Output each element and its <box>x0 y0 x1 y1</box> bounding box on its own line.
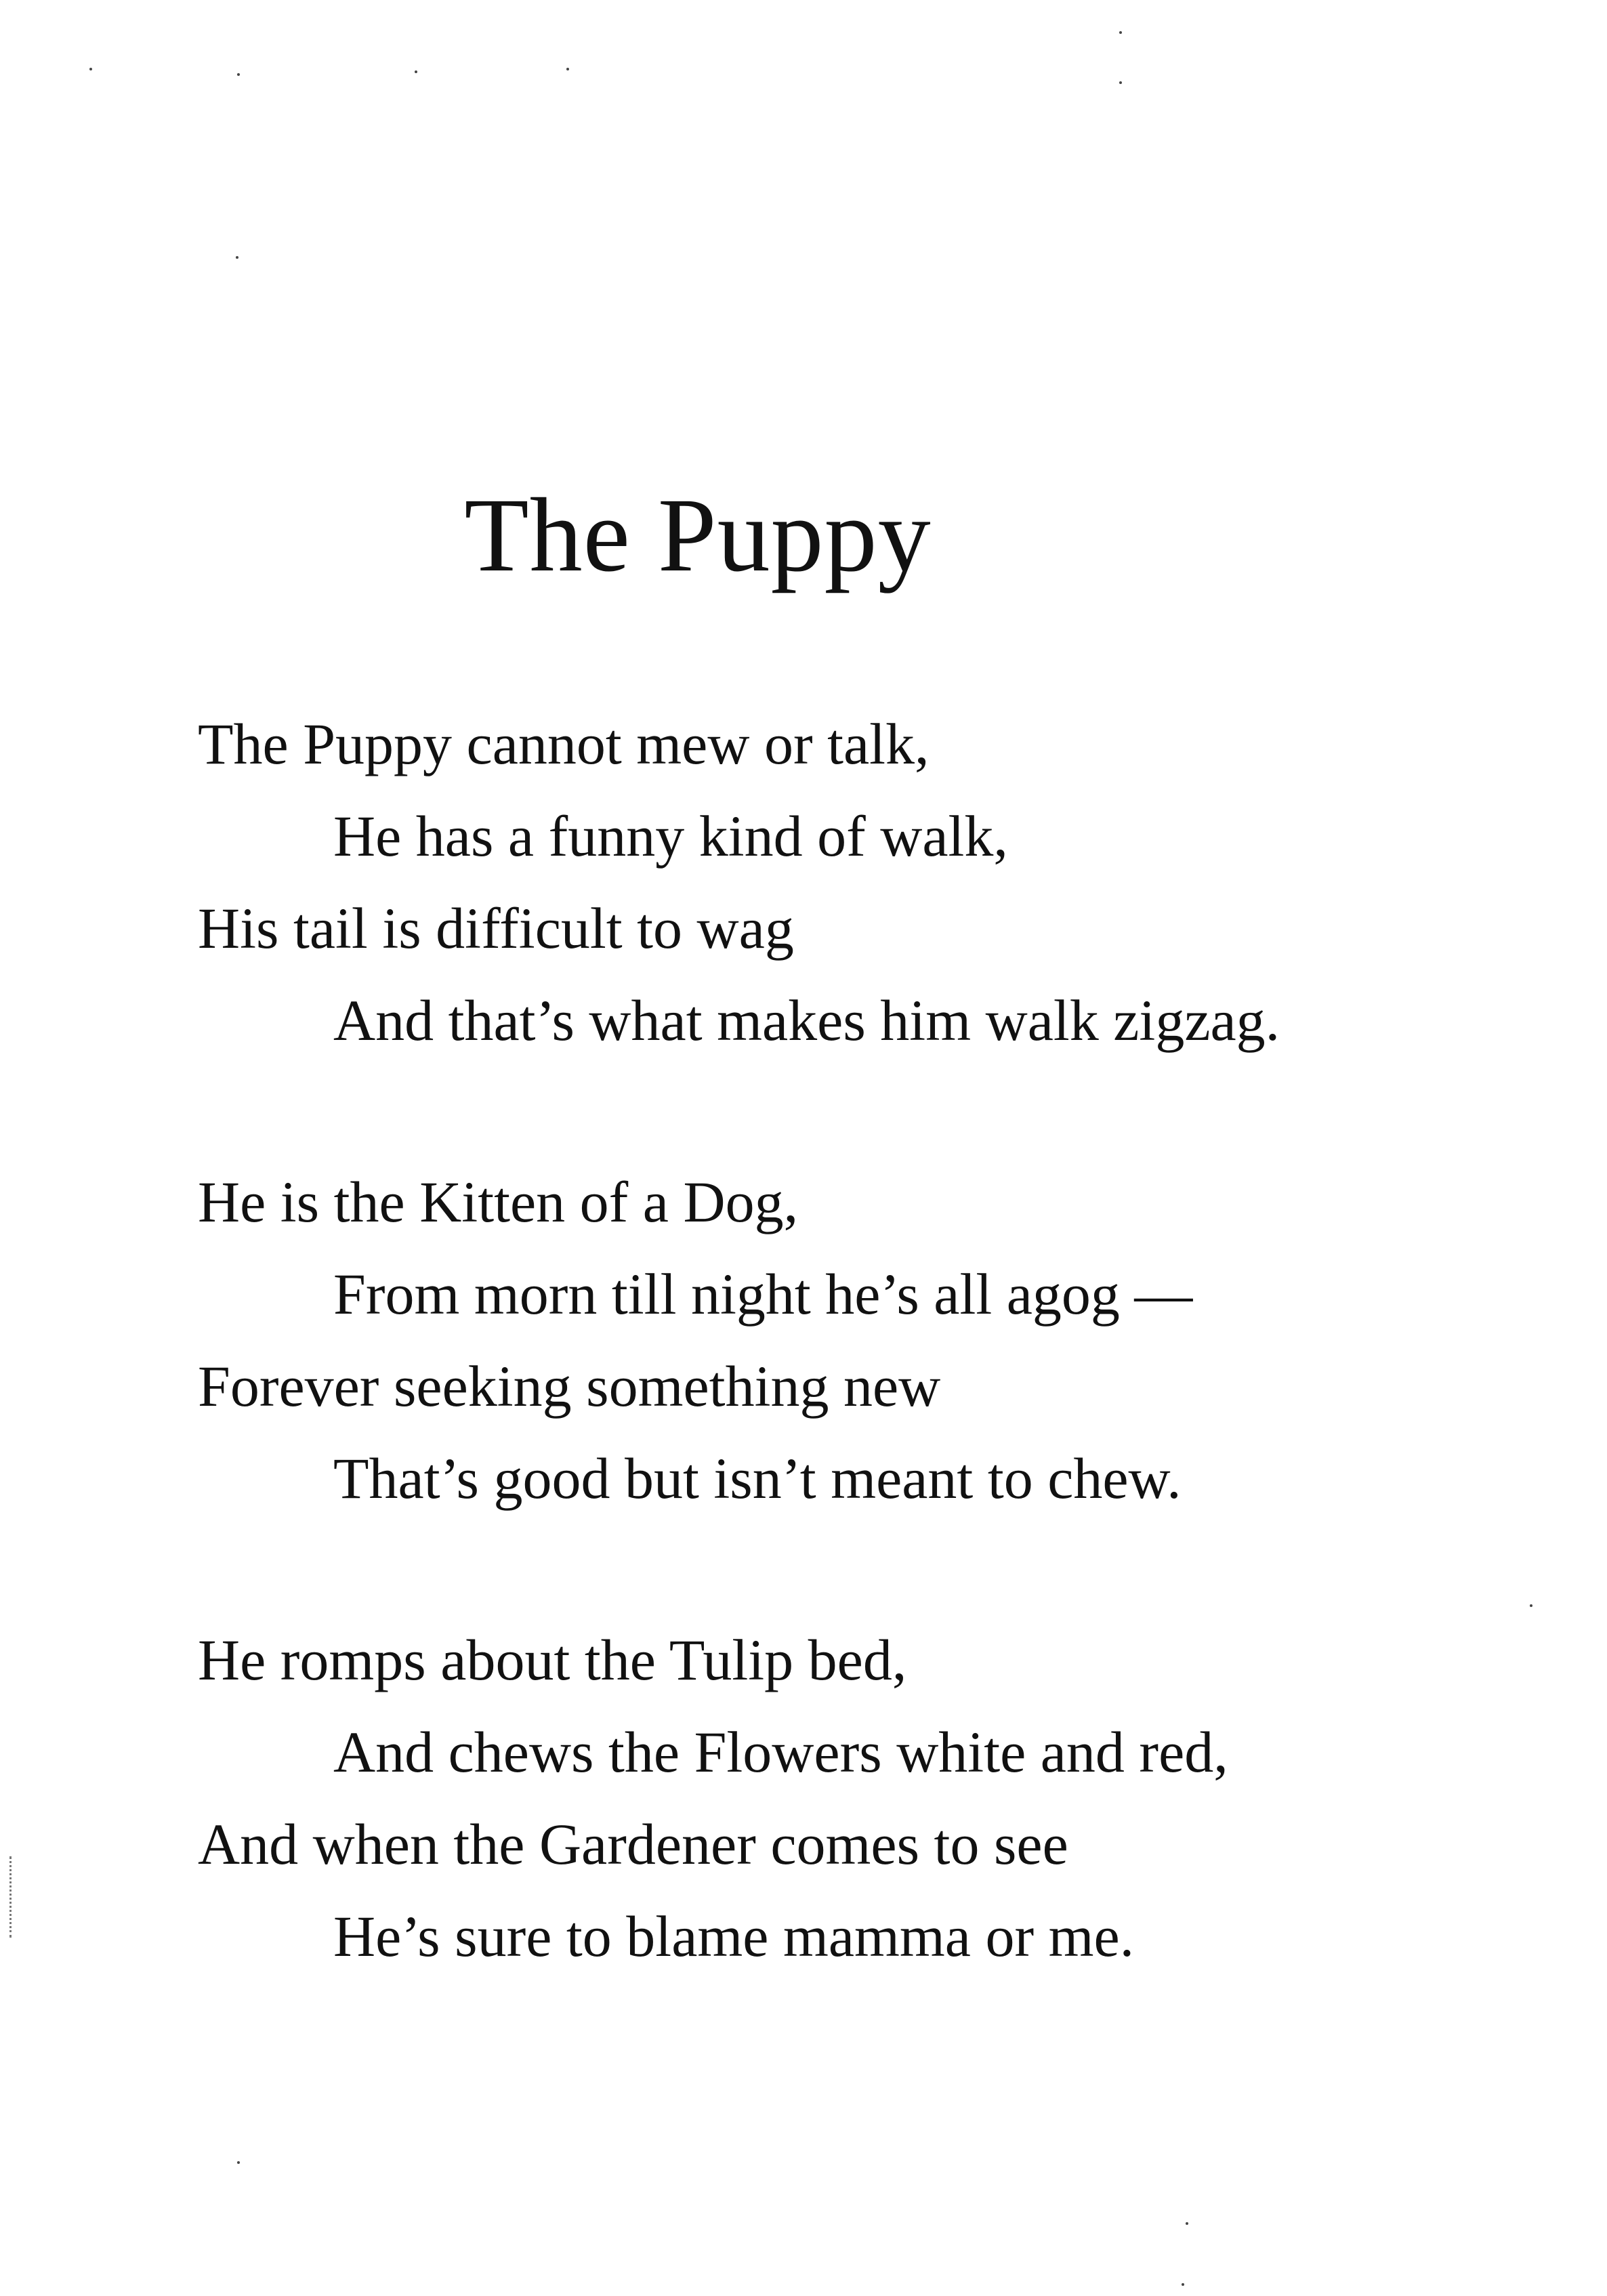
scan-speck <box>1182 2283 1184 2286</box>
poem-line: His tail is difficult to wag <box>198 896 794 961</box>
stanza <box>198 698 1485 1066</box>
stanza <box>198 1156 1485 1524</box>
scan-speck <box>237 2161 240 2164</box>
poem-line: He romps about the Tulip bed, <box>198 1627 907 1692</box>
scan-speck <box>1186 2222 1188 2225</box>
poem-line: He is the Kitten of a Dog, <box>198 1169 799 1234</box>
poem-line: He’s sure to blame mamma or me. <box>333 1904 1135 1969</box>
scan-edge-mark <box>9 1856 18 1938</box>
poem-line: And when the Gardener comes to see <box>198 1812 1068 1877</box>
poem-line: And that’s what makes him walk zigzag. <box>333 988 1280 1053</box>
scan-speck <box>1119 81 1122 84</box>
poem-line: The Puppy cannot mew or talk, <box>198 711 930 776</box>
poem-line: That’s good but isn’t meant to chew. <box>333 1446 1182 1511</box>
scan-speck <box>1119 31 1122 34</box>
stanza <box>198 1614 1485 1982</box>
poem-line: From morn till night he’s all agog — <box>333 1261 1193 1327</box>
scan-speck <box>566 68 569 70</box>
poem-line: He has a funny kind of walk, <box>333 803 1008 869</box>
scan-speck <box>236 256 238 259</box>
scan-speck <box>415 70 417 73</box>
poem-line: And chews the Flowers white and red, <box>333 1719 1228 1784</box>
poem-title: The Puppy <box>464 476 932 593</box>
scan-speck <box>89 68 92 70</box>
scan-speck <box>237 73 240 76</box>
scan-speck <box>1530 1604 1532 1607</box>
poem-line: Forever seeking something new <box>198 1354 941 1419</box>
